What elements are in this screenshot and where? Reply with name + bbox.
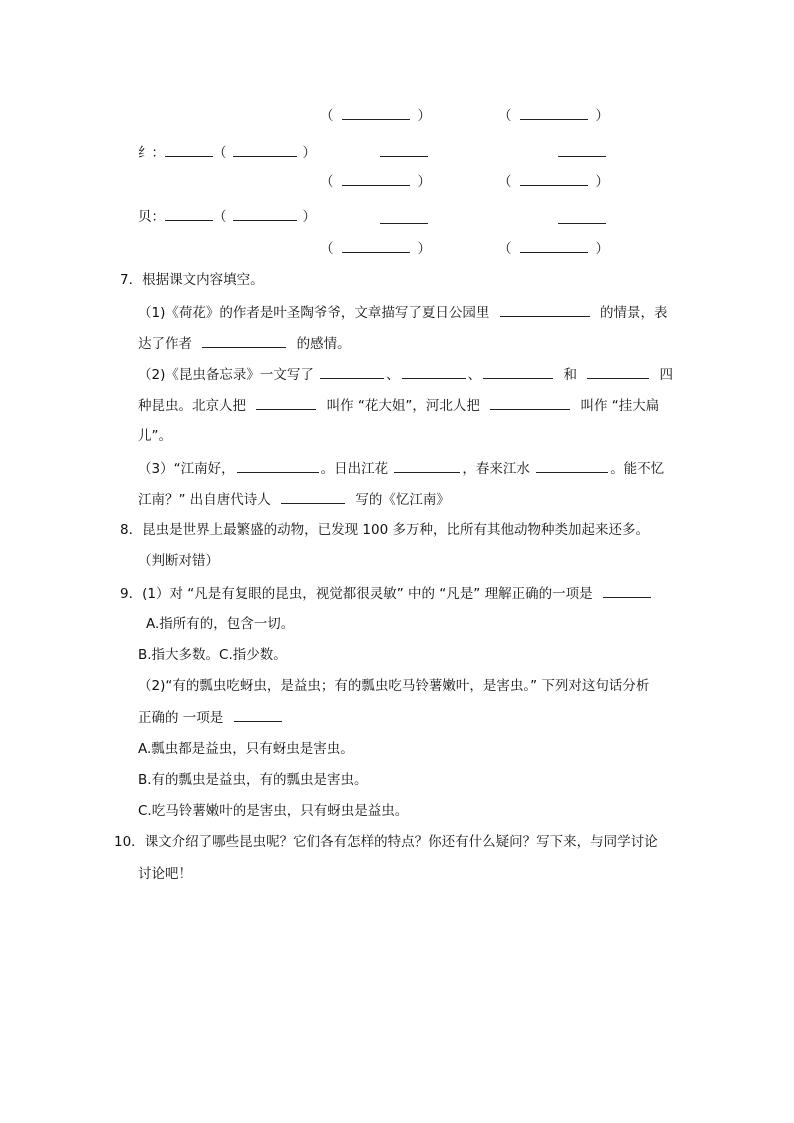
question-10-line2: 讨论吧！ bbox=[138, 866, 192, 882]
blank[interactable] bbox=[587, 365, 649, 379]
char-label: 纟 bbox=[138, 145, 152, 161]
blank[interactable] bbox=[281, 490, 345, 504]
blank[interactable] bbox=[165, 207, 213, 221]
q9-option-a: A.指所有的，包含一切。 bbox=[146, 616, 295, 632]
q7-p1-line1: （1)《荷花》的作者是叶圣陶爷爷，文章描写了夏日公园里 的情景，表 bbox=[138, 305, 668, 321]
q7-p1-line2: 达了作者 的感情。 bbox=[138, 336, 351, 352]
paren-blank: （ ） bbox=[498, 241, 609, 257]
char-row: 纟： （ ） bbox=[138, 145, 316, 161]
q9-option-bc: B.指大多数。C.指少数。 bbox=[138, 647, 287, 663]
q9-part2-option-a: A.瓢虫都是益虫，只有蚜虫是害虫。 bbox=[138, 741, 354, 757]
blank[interactable] bbox=[603, 584, 651, 598]
char-label: 贝 bbox=[138, 209, 152, 225]
q9-part2-option-c: C.吃马铃薯嫩叶的是害虫，只有蚜虫是益虫。 bbox=[138, 803, 409, 819]
blank[interactable] bbox=[483, 365, 553, 379]
q7-p2-line1: （2)《昆虫备忘录》一文写了 、 、 和 四 bbox=[138, 367, 674, 383]
q7-p2-line3: 儿”。 bbox=[138, 428, 172, 444]
question-8-note: （判断对错） bbox=[138, 553, 219, 569]
blank[interactable] bbox=[490, 396, 570, 410]
blank[interactable] bbox=[558, 210, 606, 229]
blank[interactable] bbox=[380, 210, 428, 229]
paren-blank: （ ） bbox=[498, 174, 609, 190]
blank[interactable] bbox=[233, 143, 297, 157]
blank[interactable] bbox=[233, 207, 297, 221]
question-7-title: 7．根据课文内容填空。 bbox=[120, 272, 264, 288]
blank[interactable] bbox=[394, 459, 460, 473]
blank[interactable] bbox=[202, 334, 286, 348]
blank[interactable] bbox=[320, 365, 384, 379]
paren-blank: （ ） bbox=[498, 108, 609, 124]
blank[interactable] bbox=[402, 365, 466, 379]
char-row: 贝： （ ） bbox=[138, 209, 316, 225]
paren-blank: （ ） bbox=[320, 241, 431, 257]
blank[interactable] bbox=[500, 303, 590, 317]
q7-p3-line2: 江南？” 出自唐代诗人 写的《忆江南》 bbox=[138, 492, 450, 508]
paren-blank: （ ） bbox=[320, 174, 431, 190]
blank[interactable] bbox=[256, 396, 316, 410]
paren-blank: （ ） bbox=[320, 108, 431, 124]
question-9-part2: （2)“有的瓢虫吃蚜虫，是益虫；有的瓢虫吃马铃薯嫩叶，是害虫。” 下列对这句话分析 bbox=[138, 678, 650, 694]
blank[interactable] bbox=[234, 708, 282, 722]
q7-p3-line1: （3）“江南好， 。日出江花 ，春来江水 。能不忆 bbox=[138, 461, 665, 477]
question-9-part1: 9．(1）对 “凡是有复眼的昆虫，视觉都很灵敏” 中的 “凡是” 理解正确的一项是 bbox=[120, 584, 651, 603]
question-10: 10．课文介绍了哪些昆虫呢？它们各有怎样的特点？你还有什么疑问？写下来，与同学讨论 bbox=[114, 834, 658, 850]
blank[interactable] bbox=[558, 143, 606, 162]
q7-p2-line2: 种昆虫。北京人把 叫作 “花大姐”，河北人把 叫作 “挂大扁 bbox=[138, 398, 660, 414]
blank[interactable] bbox=[165, 143, 213, 157]
q9-part2-option-b: B.有的瓢虫是益虫，有的瓢虫是害虫。 bbox=[138, 772, 368, 788]
question-8: 8．昆虫是世界上最繁盛的动物，已发现 100 多万种，比所有其他动物种类加起来还多。 bbox=[120, 522, 649, 538]
question-9-part2-line2: 正确的 一项是 bbox=[138, 708, 282, 727]
blank[interactable] bbox=[237, 459, 319, 473]
blank[interactable] bbox=[380, 143, 428, 162]
blank[interactable] bbox=[536, 459, 608, 473]
